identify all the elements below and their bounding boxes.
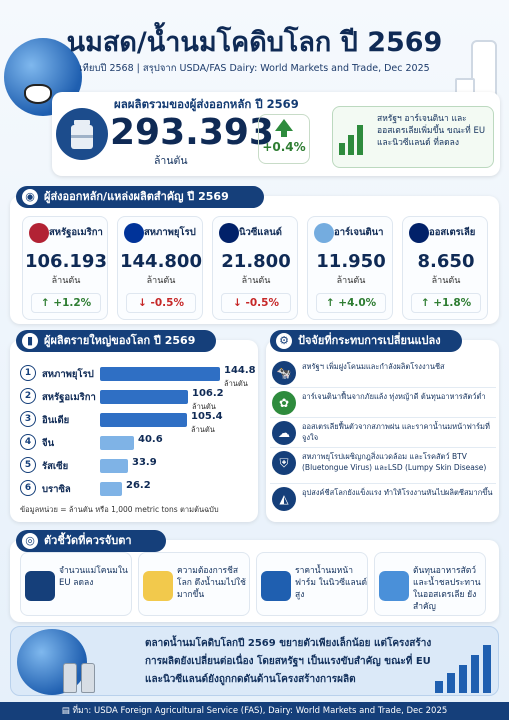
exporter-name: นิวซีแลนด์ bbox=[239, 227, 282, 238]
money-icon bbox=[261, 571, 291, 601]
exporter-unit: ล้านตัน bbox=[336, 276, 366, 286]
total-change-badge bbox=[258, 114, 310, 164]
factor-row bbox=[270, 360, 496, 388]
producer-unit: ล้านตัน bbox=[192, 402, 216, 411]
rank-badge: 5 bbox=[20, 457, 36, 473]
exporter-name: สหภาพยุโรป bbox=[144, 227, 196, 238]
exporter-card bbox=[402, 216, 488, 320]
exporter-value: 144.800 bbox=[120, 251, 202, 272]
producers-section-header bbox=[16, 330, 216, 352]
producer-row bbox=[20, 479, 250, 499]
arrow-up-icon bbox=[275, 119, 293, 131]
rank-badge: 2 bbox=[20, 388, 36, 404]
exporter-value: 11.950 bbox=[316, 251, 386, 272]
watch-text: ความต้องการชีสโลก ดึงน้ำนมไปใช้ มากขึ้น bbox=[177, 566, 246, 600]
producer-name: สหภาพยุโรป bbox=[42, 369, 94, 380]
factor-row bbox=[270, 450, 496, 484]
exporter-change: ↑ +4.0% bbox=[316, 293, 386, 313]
exporter-unit: ล้านตัน bbox=[51, 276, 81, 286]
factor-text: สหภาพยุโรปเผชิญกฎสิ่งแวดล้อม และโรคสัตว์ BTV (Bluetongue Virus) และLSD (Lumpy Skin Disease) bbox=[302, 452, 487, 472]
flag-icon bbox=[409, 223, 429, 243]
milk-can-icon bbox=[56, 108, 108, 160]
exporter-card bbox=[22, 216, 108, 320]
watch-panel bbox=[10, 540, 499, 622]
bar-chart-up-icon bbox=[339, 119, 367, 155]
exporter-card bbox=[117, 216, 203, 320]
factors-panel bbox=[266, 340, 499, 522]
source-footer bbox=[0, 702, 509, 720]
watch-card bbox=[20, 552, 132, 616]
exporter-name: อาร์เจนตินา bbox=[334, 227, 384, 238]
producer-unit: ล้านตัน bbox=[224, 379, 248, 388]
watch-heading: ตัวชี้วัดที่ควรจับตา bbox=[44, 534, 132, 547]
flag-icon bbox=[29, 223, 49, 243]
bar-chart-icon: ▮ bbox=[22, 333, 38, 349]
producer-name: สหรัฐอเมริกา bbox=[42, 392, 96, 403]
total-production-value: 293.393 bbox=[110, 112, 274, 153]
flag-icon bbox=[124, 223, 144, 243]
watch-text: ต้นทุนอาหารสัตว์ และน้ำชลประทาน ในออสเตรเลีย ยังสำคัญ bbox=[413, 566, 481, 612]
exporter-value: 8.650 bbox=[417, 251, 475, 272]
producer-value: 105.4 bbox=[191, 411, 223, 422]
producer-value: 26.2 bbox=[126, 480, 151, 491]
producer-bar bbox=[100, 413, 187, 427]
exporter-value: 21.800 bbox=[221, 251, 291, 272]
factor-text: อาร์เจนตินาฟื้นจากภัยแล้ง ทุ่งหญ้าดี ต้นทุนอาหารสัตว์ต่ำ bbox=[302, 392, 486, 401]
rank-badge: 1 bbox=[20, 365, 36, 381]
producer-value: 33.9 bbox=[132, 457, 157, 468]
exporter-change: ↑ +1.8% bbox=[411, 293, 481, 313]
producer-name: รัสเซีย bbox=[42, 461, 69, 472]
factor-text: ออสเตรเลียฟื้นตัวจากสภาพฝน และราคาน้ำนมหน้าฟาร์มที่จูงใจ bbox=[302, 422, 490, 442]
cheese-icon: ◭ bbox=[272, 487, 296, 511]
milk-can-illustration bbox=[63, 653, 103, 693]
producer-bar bbox=[100, 459, 128, 473]
producer-name: อินเดีย bbox=[42, 415, 70, 426]
producers-heading: ผู้ผลิตรายใหญ่ของโลก ปี 2569 bbox=[44, 334, 196, 347]
watch-text: ราคาน้ำนมหน้าฟาร์ม ในนิวซีแลนด์สูง bbox=[295, 566, 367, 600]
grass-icon: ✿ bbox=[272, 391, 296, 415]
producer-bar bbox=[100, 436, 134, 450]
source-text: ที่มา: USDA Foreign Agricultural Service (FAS), Dairy: World Markets and Trade, Dec 2025 bbox=[72, 706, 448, 716]
producer-name: จีน bbox=[42, 438, 55, 449]
producer-value: 40.6 bbox=[138, 434, 163, 445]
cow-illustration bbox=[24, 84, 52, 104]
producer-row bbox=[20, 410, 250, 434]
watch-card bbox=[256, 552, 368, 616]
total-change-value: +0.4% bbox=[262, 140, 306, 154]
exporter-value: 106.193 bbox=[25, 251, 107, 272]
total-production-panel bbox=[52, 92, 500, 176]
page-subtitle: เทียบปี 2568 | สรุปจาก USDA/FAS Dairy: World Markets and Trade, Dec 2025 bbox=[79, 63, 430, 74]
growth-note bbox=[332, 106, 494, 168]
producer-unit: ล้านตัน bbox=[191, 425, 215, 434]
total-production-unit: ล้านตัน bbox=[154, 155, 188, 167]
producer-bar bbox=[100, 390, 188, 404]
summary-text: ตลาดน้ำนมโคดิบโลกปี 2569 ขยายตัวเพียงเล็กน้อย แต่โครงสร้างการผลิตยังเปลี่ยนต่อเนื่อง โดยสหรัฐฯ เป็นแรงขับสำคัญ ขณะที่ EU และนิวซีแลนด์ยังถูกกดดันด้านโครงสร้างการผลิต bbox=[145, 638, 432, 685]
rank-badge: 4 bbox=[20, 434, 36, 450]
page-title: นมสด/น้ำนมโคดิบโลก ปี 2569 bbox=[66, 27, 443, 58]
producer-value: 144.8 bbox=[224, 365, 256, 376]
exporter-change: ↓ -0.5% bbox=[126, 293, 196, 313]
exporters-heading: ผู้ส่งออกหลัก/แหล่งผลิตสำคัญ ปี 2569 bbox=[44, 190, 229, 203]
watch-section-header bbox=[16, 530, 166, 552]
producer-value: 106.2 bbox=[192, 388, 224, 399]
exporter-change: ↓ -0.5% bbox=[221, 293, 291, 313]
watch-card bbox=[138, 552, 250, 616]
rank-badge: 6 bbox=[20, 480, 36, 496]
flag-icon bbox=[314, 223, 334, 243]
total-production-heading: ผลผลิตรวมของผู้ส่งออกหลัก ปี 2569 bbox=[114, 97, 299, 111]
factor-text: อุปสงค์ชีสโลกยังแข็งแรง ทำให้โรงงานหันไปผลิตชีสมากขึ้น bbox=[302, 488, 493, 497]
producer-row bbox=[20, 364, 256, 388]
gear-icon: ⚙ bbox=[276, 333, 292, 349]
document-icon: ▤ bbox=[61, 706, 73, 716]
producers-panel bbox=[10, 340, 258, 522]
factors-heading: ปัจจัยที่กระทบการเปลี่ยนแปลง bbox=[298, 334, 441, 347]
globe-icon: ◉ bbox=[22, 189, 38, 205]
exporter-unit: ล้านตัน bbox=[241, 276, 271, 286]
rain-cloud-icon: ☁ bbox=[272, 421, 296, 445]
producers-footnote: ข้อมูลหน่วย = ล้านตัน หรือ 1,000 metric tons ตามต้นฉบับ bbox=[20, 505, 219, 514]
exporter-name: ออสเตรเลีย bbox=[429, 227, 476, 238]
factor-row bbox=[270, 486, 496, 514]
exporter-name: สหรัฐอเมริกา bbox=[49, 227, 103, 238]
exporter-unit: ล้านตัน bbox=[146, 276, 176, 286]
eye-icon: ◎ bbox=[22, 533, 38, 549]
factors-section-header bbox=[270, 330, 462, 352]
exporter-change: ↑ +1.2% bbox=[31, 293, 101, 313]
flag-icon bbox=[219, 223, 239, 243]
growth-chart-icon bbox=[435, 641, 495, 693]
exporters-section-header bbox=[16, 186, 264, 208]
summary-banner bbox=[10, 626, 499, 696]
exporter-card bbox=[307, 216, 393, 320]
producer-row bbox=[20, 387, 250, 411]
cow-icon: 🐄 bbox=[272, 361, 296, 385]
watch-card bbox=[374, 552, 486, 616]
exporter-card bbox=[212, 216, 298, 320]
exporter-unit: ล้านตัน bbox=[431, 276, 461, 286]
exporters-panel bbox=[10, 196, 499, 324]
growth-note-text: สหรัฐฯ อาร์เจนตินา และออสเตรเลียเพิ่มขึ้น ขณะที่ EU และนิวซีแลนด์ ที่ลดลง bbox=[377, 114, 486, 148]
shield-icon: ⛨ bbox=[272, 451, 296, 475]
factor-row bbox=[270, 420, 496, 448]
producer-bar bbox=[100, 482, 122, 496]
producer-bar bbox=[100, 367, 220, 381]
water-drop-icon bbox=[379, 571, 409, 601]
watch-text: จำนวนแม่โคนมใน EU ลดลง bbox=[59, 566, 128, 588]
cheese-icon bbox=[143, 571, 173, 601]
factor-text: สหรัฐฯ เพิ่มฝูงโคนมและกำลังผลิตโรงงานชีส bbox=[302, 362, 445, 371]
producer-row bbox=[20, 456, 250, 476]
producer-row bbox=[20, 433, 250, 453]
chart-down-icon bbox=[25, 571, 55, 601]
factor-row bbox=[270, 390, 496, 418]
rank-badge: 3 bbox=[20, 411, 36, 427]
producer-name: บราซิล bbox=[42, 484, 71, 495]
